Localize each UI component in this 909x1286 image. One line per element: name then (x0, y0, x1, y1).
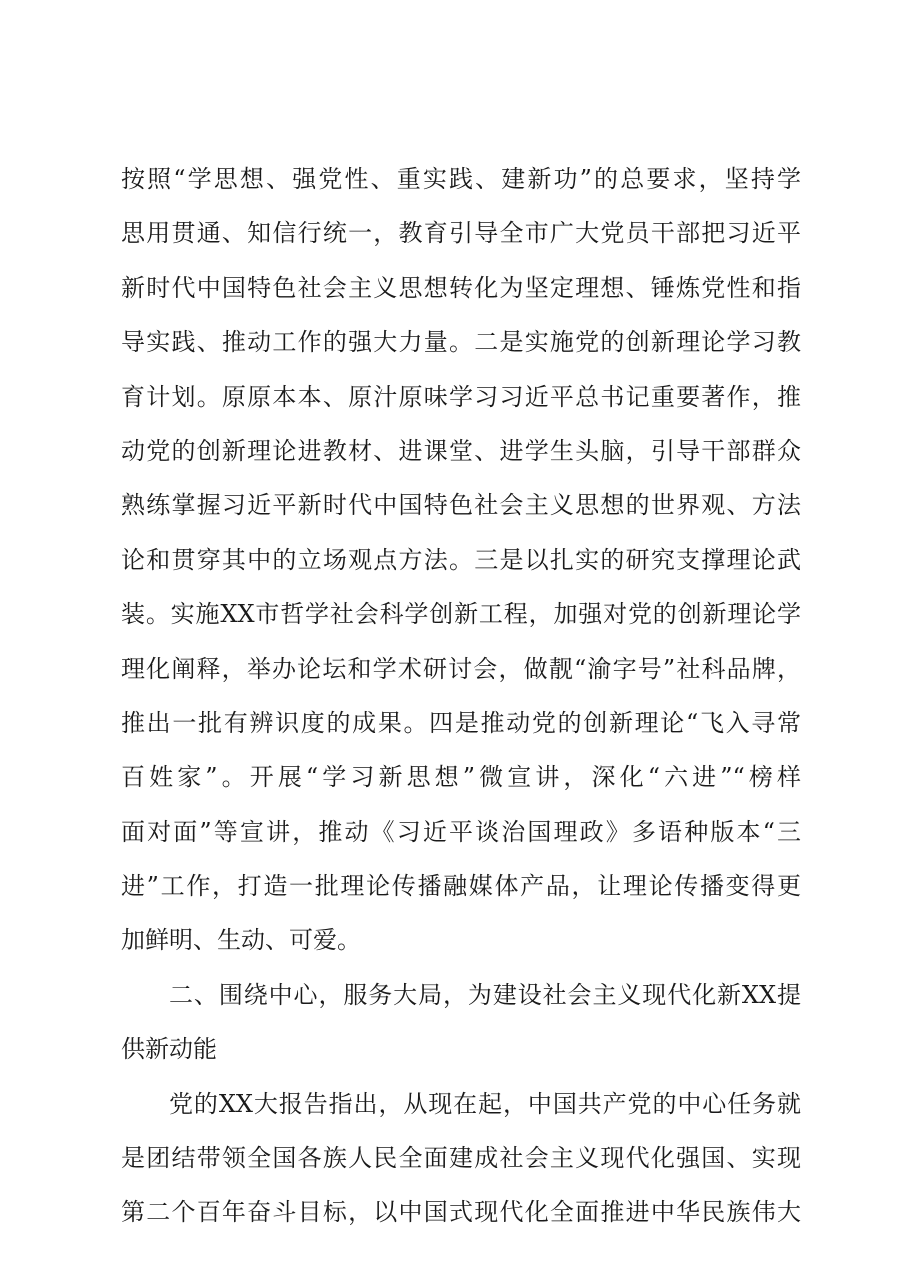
paragraph-line-2: 思用贯通、知信行统一，教育引导全市广大党员干部把习近平 (121, 219, 801, 248)
paragraph-line-7: 熟练掌握习近平新时代中国特色社会主义思想的世界观、方法 (121, 491, 801, 520)
document-body (121, 152, 801, 1240)
paragraph-line-1: 按照“学思想、强党性、重实践、建新功”的总要求，坚持学 (121, 165, 801, 193)
paragraph-line-5: 育计划。原原本本、原汁原味学习习近平总书记重要著作，推 (121, 382, 801, 411)
section-heading-line-1: 二、围绕中心，服务大局，为建设社会主义现代化新XX提 (169, 980, 801, 1009)
section-heading-line-2: 供新动能 (121, 1035, 217, 1064)
paragraph-line-19: 是团结带领全国各族人民全面建成社会主义现代化强国、实现 (121, 1144, 801, 1173)
paragraph-line-4: 导实践、推动工作的强大力量。二是实施党的创新理论学习教 (121, 328, 801, 357)
paragraph-line-14: 进”工作，打造一批理论传播融媒体产品，让理论传播变得更 (121, 872, 801, 901)
paragraph-line-6: 动党的创新理论进教材、进课堂、进学生头脑，引导干部群众 (121, 436, 801, 465)
paragraph-line-20: 第二个百年奋斗目标，以中国式现代化全面推进中华民族伟大 (121, 1198, 801, 1227)
paragraph-line-12: 百姓家”。开展“学习新思想”微宣讲，深化“六进”“榜样 (121, 763, 801, 792)
paragraph-line-11: 推出一批有辨识度的成果。四是推动党的创新理论“飞入寻常 (121, 708, 801, 737)
paragraph-line-10: 理化阐释，举办论坛和学术研讨会，做靓“渝字号”社科品牌， (121, 654, 801, 683)
paragraph-line-8: 论和贯穿其中的立场观点方法。三是以扎实的研究支撑理论武 (121, 545, 801, 574)
paragraph-line-15: 加鲜明、生动、可爱。 (121, 926, 361, 955)
paragraph-line-18: 党的XX大报告指出，从现在起，中国共产党的中心任务就 (169, 1089, 801, 1118)
paragraph-line-3: 新时代中国特色社会主义思想转化为坚定理想、锤炼党性和指 (121, 273, 801, 302)
paragraph-line-9: 装。实施XX市哲学社会科学创新工程，加强对党的创新理论学 (121, 600, 801, 629)
paragraph-line-13: 面对面”等宣讲，推动《习近平谈治国理政》多语种版本“三 (121, 817, 801, 846)
